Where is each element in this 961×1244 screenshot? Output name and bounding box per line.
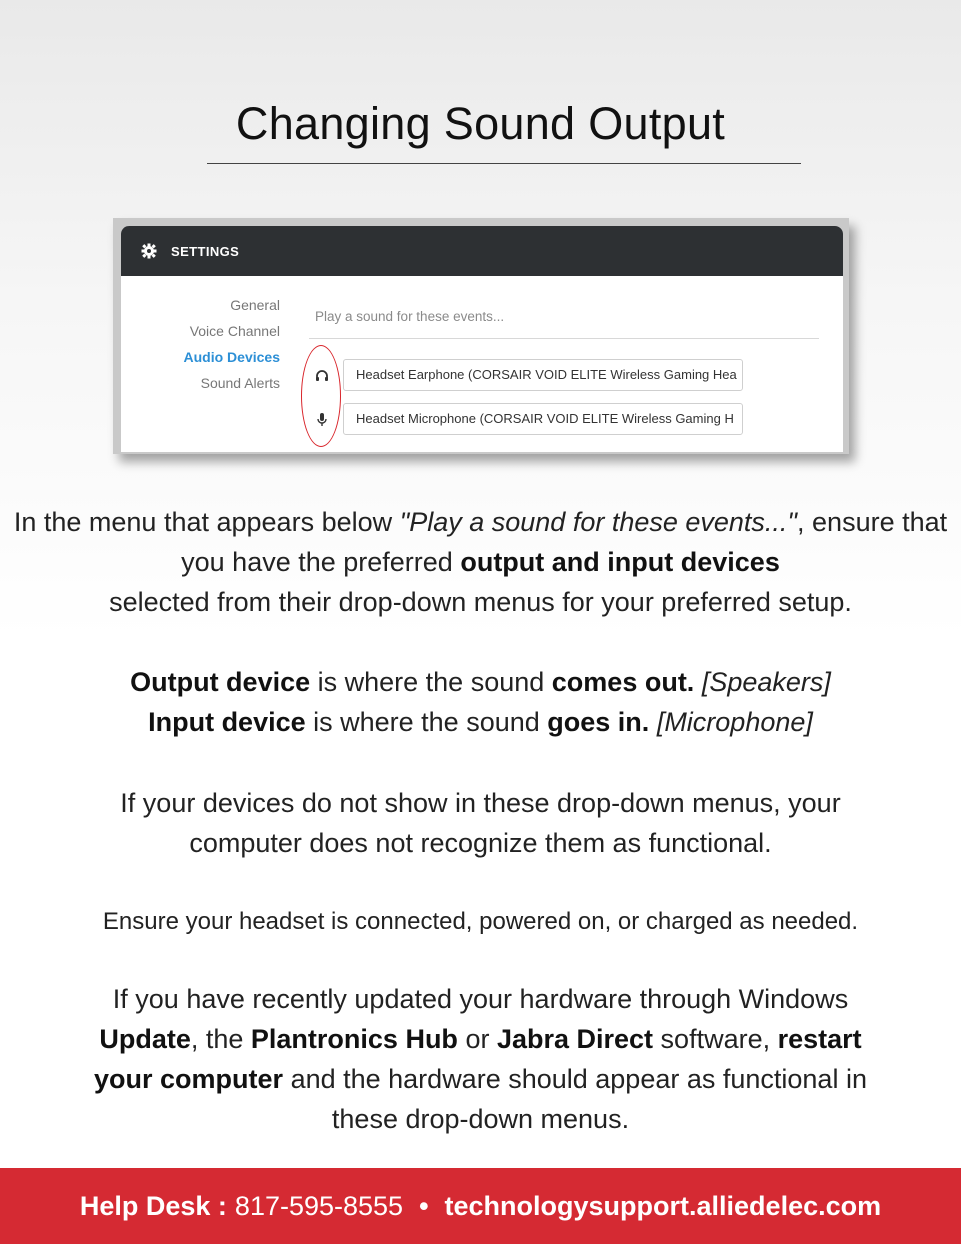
text: is where the sound: [305, 707, 548, 737]
connection-paragraph: Ensure your headset is connected, powered on, or charged as needed.: [102, 908, 859, 935]
output-device-select[interactable]: Headset Earphone (CORSAIR VOID ELITE Wireless Gaming Hea: [343, 359, 743, 391]
gear-icon[interactable]: [141, 243, 157, 259]
recognition-paragraph: If your devices do not show in these drop-down menus, your computer does not recognize them as functional.: [120, 788, 841, 858]
settings-window: [121, 226, 843, 452]
bold-text: restart your computer: [94, 1024, 862, 1094]
settings-screenshot: [113, 218, 849, 454]
highlight-circle: [301, 345, 341, 447]
bold-text: comes out.: [551, 667, 695, 697]
bold-text: Plantronics Hub: [250, 1024, 458, 1054]
note: [Microphone]: [656, 707, 813, 737]
sidebar-item-voice-channel[interactable]: Voice Channel: [189, 323, 280, 339]
text: is where the sound: [310, 667, 552, 697]
help-desk-label: Help Desk :: [79, 1190, 227, 1221]
events-divider: [309, 338, 819, 339]
text: or: [457, 1024, 497, 1054]
input-device-line: [0, 702, 961, 742]
sidebar-item-sound-alerts[interactable]: Sound Alerts: [200, 375, 280, 391]
bold-text: output and input devices: [460, 547, 780, 577]
sidebar-item-general[interactable]: General: [230, 297, 280, 313]
page-title: Changing Sound Output: [235, 98, 726, 149]
input-device-select[interactable]: Headset Microphone (CORSAIR VOID ELITE Wireless Gaming H: [343, 403, 743, 435]
help-desk-footer: [0, 1168, 961, 1244]
intro-paragraph: [0, 502, 961, 622]
bold-text: Update: [99, 1024, 191, 1054]
text: and the hardware should appear as functional in these drop-down menus.: [283, 1064, 867, 1134]
output-device-line: [0, 662, 961, 702]
text: If you have recently updated your hardware through Windows: [112, 984, 849, 1014]
quote: "Play a sound for these events...": [399, 507, 798, 537]
settings-header: [121, 226, 843, 276]
sidebar-item-audio-devices[interactable]: Audio Devices: [183, 349, 280, 365]
input-label: Input device: [148, 707, 306, 737]
text: In the menu that appears below: [13, 507, 400, 537]
bold-text: goes in.: [547, 707, 650, 737]
help-desk-phone[interactable]: 817-595-8555: [234, 1190, 404, 1221]
note: [Speakers]: [701, 667, 831, 697]
events-placeholder[interactable]: Play a sound for these events...: [315, 309, 505, 324]
bold-text: Jabra Direct: [496, 1024, 654, 1054]
restart-paragraph: [0, 979, 961, 1139]
text: , the: [190, 1024, 251, 1054]
output-label: Output device: [130, 667, 311, 697]
footer-separator: •: [419, 1190, 429, 1221]
text: , ensure that you have the preferred: [181, 507, 948, 577]
settings-sidebar: [121, 292, 280, 396]
settings-title: SETTINGS: [171, 243, 240, 259]
title-divider: [207, 163, 801, 164]
text: software,: [653, 1024, 778, 1054]
text: selected from their drop-down menus for your preferred setup.: [109, 587, 852, 617]
help-desk-website[interactable]: technologysupport.alliedelec.com: [444, 1190, 882, 1221]
